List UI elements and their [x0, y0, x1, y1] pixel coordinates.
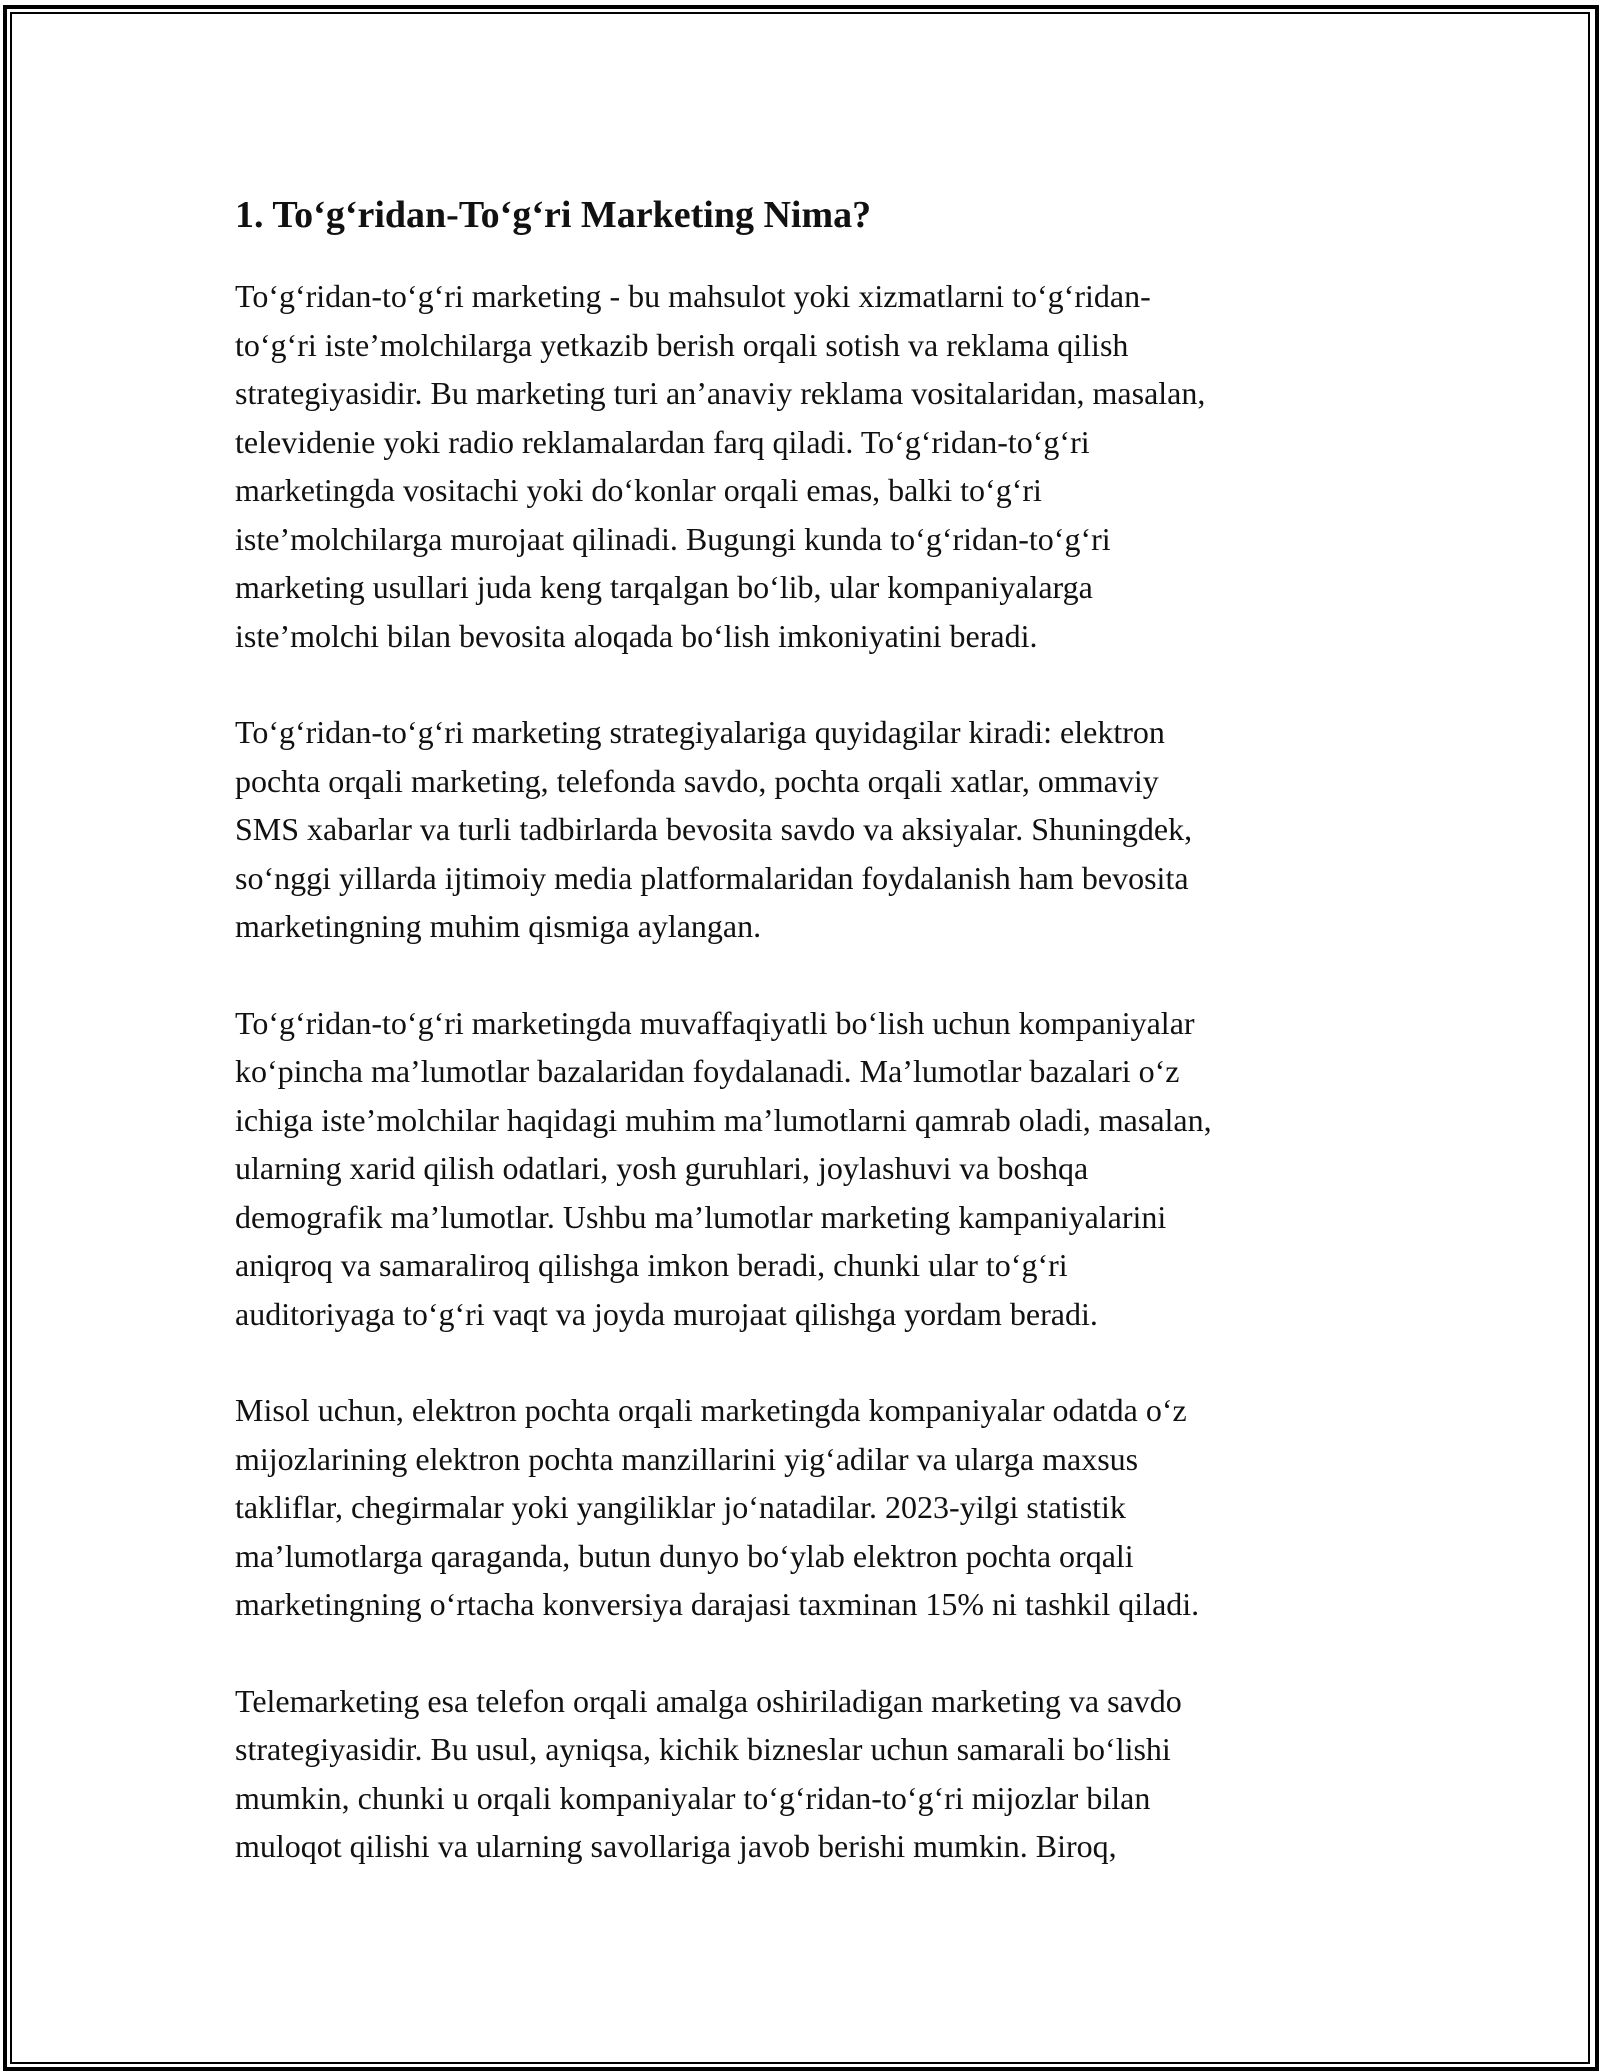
document-body [235, 180, 1380, 1919]
text-line: strategiyasidir. Bu marketing turi an’anaviy reklama vositalaridan, masalan, [235, 375, 1206, 411]
text-line: marketingda vositachi yoki do‘konlar orqali emas, balki to‘g‘ri [235, 472, 1042, 508]
text-line: so‘nggi yillarda ijtimoiy media platformalaridan foydalanish ham bevosita [235, 859, 1189, 896]
text-line: To‘g‘ridan-to‘g‘ri marketing strategiyalariga quyidagilar kiradi: elektron [235, 714, 1165, 750]
text-line: To‘g‘ridan-to‘g‘ri marketing - bu mahsulot yoki xizmatlarni to‘g‘ridan- [235, 278, 1151, 314]
text-line: takliflar, chegirmalar yoki yangiliklar jo‘natadilar. 2023-yilgi statistik [235, 1489, 1126, 1525]
text-line: ichiga iste’molchilar haqidagi muhim ma’lumotlarni qamrab oladi, masalan, [235, 1101, 1212, 1138]
text-line: iste’molchi bilan bevosita aloqada bo‘lish imkoniyatini beradi. [235, 617, 1038, 654]
text-line: marketingning muhim qismiga aylangan. [235, 908, 762, 944]
paragraph-1 [235, 272, 1380, 660]
text-line: mijozlarining elektron pochta manzillarini yig‘adilar va ularga maxsus [235, 1440, 1139, 1477]
text-line: Telemarketing esa telefon orqali amalga oshiriladigan marketing va savdo [235, 1682, 1182, 1719]
paragraph-2 [235, 708, 1380, 951]
text-line: aniqroq va samaraliroq qilishga imkon beradi, chunki ular to‘g‘ri [235, 1247, 1068, 1283]
text-line: marketing usullari juda keng tarqalgan bo‘lib, ular kompaniyalarga [235, 569, 1093, 605]
text-line: demografik ma’lumotlar. Ushbu ma’lumotlar marketing kampaniyalarini [235, 1198, 1167, 1235]
text-line: to‘g‘ri iste’molchilarga yetkazib berish orqali sotish va reklama qilish [235, 326, 1129, 363]
text-line: SMS xabarlar va turli tadbirlarda bevosita savdo va aksiyalar. Shuningdek, [235, 811, 1193, 847]
text-line: auditoriyaga to‘g‘ri vaqt va joyda murojaat qilishga yordam beradi. [235, 1295, 1098, 1332]
text-line: To‘g‘ridan-to‘g‘ri marketingda muvaffaqiyatli bo‘lish uchun kompaniyalar [235, 1004, 1195, 1041]
text-line: Misol uchun, elektron pochta orqali marketingda kompaniyalar odatda o‘z [235, 1392, 1187, 1428]
paragraph-4 [235, 1386, 1380, 1629]
text-line: iste’molchilarga murojaat qilinadi. Bugungi kunda to‘g‘ridan-to‘g‘ri [235, 520, 1111, 557]
text-line: pochta orqali marketing, telefonda savdo, pochta orqali xatlar, ommaviy [235, 762, 1159, 799]
paragraph-5 [235, 1677, 1380, 1871]
text-line: mumkin, chunki u orqali kompaniyalar to‘g‘ridan-to‘g‘ri mijozlar bilan [235, 1779, 1151, 1816]
section-heading: 1. To‘g‘ridan-To‘g‘ri Marketing Nima? [235, 194, 872, 236]
text-line: ma’lumotlarga qaraganda, butun dunyo bo‘ylab elektron pochta orqali [235, 1537, 1134, 1574]
text-line: ko‘pincha ma’lumotlar bazalaridan foydalanadi. Ma’lumotlar bazalari o‘z [235, 1053, 1180, 1089]
text-line: strategiyasidir. Bu usul, ayniqsa, kichik bizneslar uchun samarali bo‘lishi [235, 1731, 1171, 1767]
text-line: marketingning o‘rtacha konversiya darajasi taxminan 15% ni tashkil qiladi. [235, 1586, 1200, 1622]
paragraph-3 [235, 999, 1380, 1339]
text-line: televidenie yoki radio reklamalardan farq qiladi. To‘g‘ridan-to‘g‘ri [235, 423, 1090, 460]
text-line: muloqot qilishi va ularning savollariga javob berishi mumkin. Biroq, [235, 1828, 1117, 1864]
text-line: ularning xarid qilish odatlari, yosh guruhlari, joylashuvi va boshqa [235, 1150, 1089, 1186]
